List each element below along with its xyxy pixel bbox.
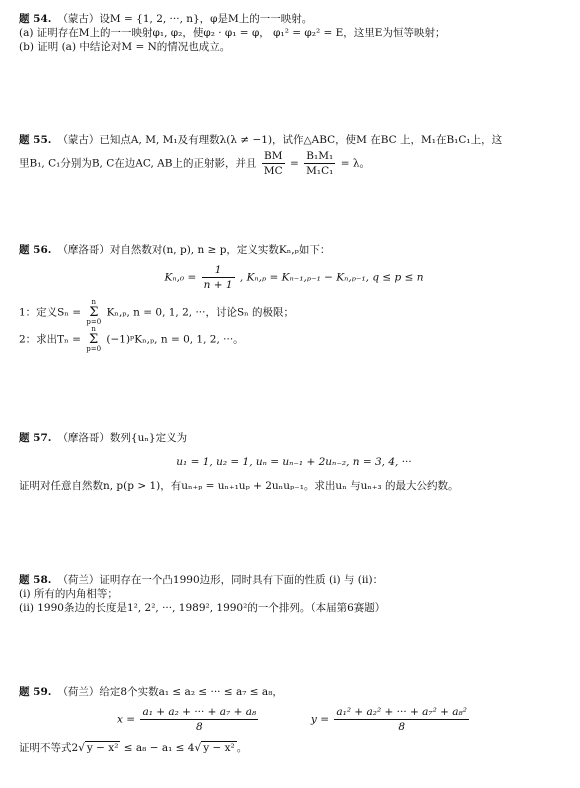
problem-55-statement: （蒙古）已知点A, M, M₁及有理数λ(λ ≠ −1)，试作△ABC，使M 在BC 上，M₁在B₁C₁上，这 [57,134,503,146]
fraction-x-mean [140,705,258,734]
equals-sign: = [289,157,299,170]
radicand: y − x² [86,741,119,754]
problem-56-title: 题 56. [19,244,52,256]
problem-58-title: 题 58. [19,574,52,586]
problem-55-line-2 [19,149,569,178]
radicand: y − x² [203,741,235,754]
problem-57-statement: （摩洛哥）数列{uₙ}定义为 [57,432,188,444]
problem-56-definition-equation [19,263,569,292]
problem-57 [19,431,569,494]
problem-58-property-ii: (ii) 1990条边的长度是1², 2², ···, 1989², 1990²的一个排列。（本届第6赛题） [19,602,386,615]
inequality-middle: ≤ a₈ − a₁ ≤ 4 [123,741,195,754]
fraction-y-mean-square [334,705,469,734]
fraction-denominator: n + 1 [203,279,233,292]
summation-symbol: n Σ p=0 [86,297,102,326]
problem-57-title: 题 57. [19,432,52,444]
fraction-numerator: 1 [202,263,235,278]
x-lhs: x = [117,713,136,726]
problem-56-item-2 [19,326,569,353]
problem-54-part-b: (b) 证明 (a) 中结论对M = N的情况也成立。 [19,41,231,54]
problem-54-part-a: (a) 证明存在M上的一一映射φ₁, φ₂，使φ₂ · φ₁ = φ， φ₁² = φ₂² = E，这里E为恒等映射； [19,27,446,40]
fraction-denominator: 8 [398,721,405,734]
item-2-rest: (−1)ᵖKₙ,ₚ, n = 0, 1, 2, ···。 [106,333,244,346]
inequality-prefix: 证明不等式2 [19,741,79,754]
problem-59-title: 题 59. [19,686,52,698]
fraction-b1m1-m1c1 [304,149,335,178]
problem-55 [19,133,569,179]
sum-upper: n [91,297,97,306]
item-2-lhs: 2：求出Tₙ = [19,333,81,346]
item-1-lhs: 1：定义Sₙ = [19,306,82,319]
fraction-denominator: M₁C₁ [306,165,334,178]
fraction-numerator: BM [262,149,285,164]
problem-59-inequality [19,741,569,755]
problem-57-line-1 [19,431,569,445]
inequality-end: 。 [236,741,248,754]
problem-55-line-2-text: 里B₁, C₁分别为B, C在边AC, AB上的正射影，并且 [19,157,257,170]
problem-56-statement: （摩洛哥）对自然数对(n, p), n ≥ p，定义实数Kₙ,ₚ如下： [57,244,331,256]
problem-58-property-i: (i) 所有的内角相等； [19,588,118,601]
problem-54-statement: （蒙古）设M = {1, 2, ···, n}，φ是M上的一一映射。 [57,13,313,25]
problem-56-item-1 [19,299,569,326]
y-lhs: y = [310,713,329,726]
square-root-2: √ y − x² [194,741,235,754]
problem-55-ratio-lambda: = λ。 [340,157,370,170]
problem-56-line-1 [19,243,569,257]
problem-59-statement: （荷兰）给定8个实数a₁ ≤ a₂ ≤ ··· ≤ a₇ ≤ a₈， [57,686,283,698]
equation-recurrence: , Kₙ,ₚ = Kₙ₋₁,ₚ₋₁ − Kₙ,ₚ₋₁, q ≤ p ≤ n [239,271,424,284]
problem-54-line-1 [19,12,569,26]
problem-58-statement: （荷兰）证明存在一个凸1990边形，同时具有下面的性质 (i) 与 (ii)： [57,574,384,586]
sum-upper: n [91,324,96,333]
problem-57-task: 证明对任意自然数n, p(p > 1)，有uₙ₊ₚ = uₙ₊₁uₚ + 2uₙuₚ₋₁。求出uₙ 与uₙ₊₃ 的最大公约数。 [19,480,459,493]
fraction-numerator: a₁ + a₂ + ··· + a₇ + a₈ [140,705,258,720]
item-1-rest: Kₙ,ₚ, n = 0, 1, 2, ···，讨论Sₙ 的极限； [106,306,295,319]
problem-54 [19,12,569,55]
problem-54-title: 题 54. [19,13,52,25]
square-root-1: √ y − x² [78,741,119,754]
problem-59-definitions [19,705,569,734]
problem-55-title: 题 55. [19,134,52,146]
fraction-bm-mc [262,149,285,178]
fraction-numerator: a₁² + a₂² + ··· + a₇² + a₈² [334,705,469,720]
problem-58 [19,573,569,616]
fraction-1-over-n-plus-1 [202,263,235,292]
equation-lhs: Kₙ,₀ = [164,271,197,284]
sum-lower: p=0 [86,344,102,353]
sum-lower: p=0 [86,317,102,326]
problem-55-line-1 [19,133,569,147]
problem-59-line-1 [19,685,569,699]
problem-57-recurrence: u₁ = 1, u₂ = 1, uₙ = uₙ₋₁ + 2uₙ₋₂, n = 3, 4, ··· [176,456,412,469]
fraction-denominator: MC [263,165,283,178]
problem-58-line-1 [19,573,569,587]
problem-56 [19,243,569,353]
fraction-denominator: 8 [195,721,203,734]
fraction-numerator: B₁M₁ [304,149,335,164]
problem-59 [19,685,569,755]
summation-symbol: n Σ p=0 [86,324,102,353]
